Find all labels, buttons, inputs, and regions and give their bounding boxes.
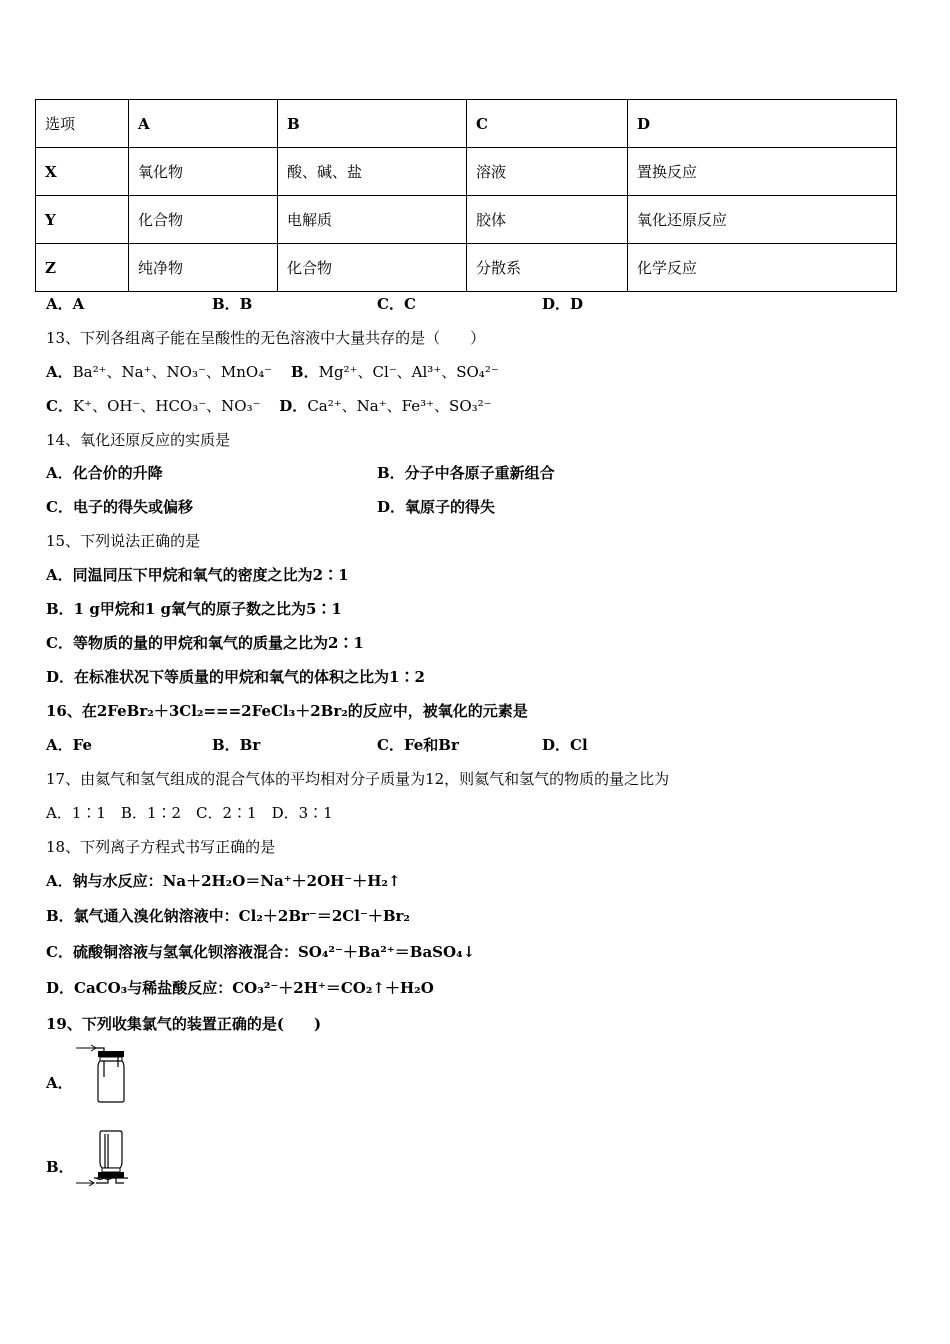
q13-options-ab <box>46 362 499 382</box>
q14-stem: 14、氧化还原反应的实质是 <box>46 431 231 449</box>
q13-b-text: Mg²⁺、Cl⁻、Al³⁺、SO₄²⁻ <box>318 363 499 381</box>
table-cell: 置换反应 <box>628 148 897 196</box>
bottle-apparatus-a-icon <box>74 1043 130 1105</box>
q14-option-d: D．氧原子的得失 <box>377 498 496 516</box>
table-cell: 选项 <box>36 100 129 148</box>
q15-option-b: B．1 g甲烷和1 g氧气的原子数之比为5∶1 <box>46 600 342 618</box>
q18-option-c: C．硫酸铜溶液与氢氧化钡溶液混合：SO₄²⁻＋Ba²⁺＝BaSO₄↓ <box>46 943 476 961</box>
q12-option-b: B．B <box>212 295 253 313</box>
q15-stem: 15、下列说法正确的是 <box>46 532 201 550</box>
q15-option-a: A．同温同压下甲烷和氧气的密度之比为2∶1 <box>46 566 349 584</box>
q17-stem: 17、由氦气和氢气组成的混合气体的平均相对分子质量为12，则氦气和氢气的物质的量之比为 <box>46 770 670 788</box>
options-table <box>35 99 897 292</box>
q14-option-b: B．分子中各原子重新组合 <box>377 464 555 482</box>
table-cell: D <box>628 100 897 148</box>
q13-d-label: D． <box>279 397 308 415</box>
table-cell: 氧化还原反应 <box>628 196 897 244</box>
q19-stem: 19、下列收集氯气的装置正确的是( ) <box>46 1015 322 1033</box>
table-cell: X <box>36 148 129 196</box>
q13-c-label: C． <box>46 397 73 415</box>
table-cell: Y <box>36 196 129 244</box>
q14-option-c: C．电子的得失或偏移 <box>46 498 193 516</box>
q14-option-a: A．化合价的升降 <box>46 464 163 482</box>
table-cell: C <box>467 100 628 148</box>
table-cell: A <box>129 100 278 148</box>
q18-option-b: B．氯气通入溴化钠溶液中：Cl₂＋2Br⁻＝2Cl⁻＋Br₂ <box>46 907 410 925</box>
q18-stem: 18、下列离子方程式书写正确的是 <box>46 838 276 856</box>
table-cell: 纯净物 <box>129 244 278 292</box>
table-cell: 分散系 <box>467 244 628 292</box>
table-cell: B <box>278 100 467 148</box>
table-cell: Z <box>36 244 129 292</box>
q16-stem: 16、在2FeBr₂＋3Cl₂===2FeCl₃＋2Br₂的反应中，被氧化的元素是 <box>46 702 528 720</box>
q13-stem: 13、下列各组离子能在呈酸性的无色溶液中大量共存的是（ ） <box>46 329 486 347</box>
q15-option-c: C．等物质的量的甲烷和氧气的质量之比为2∶1 <box>46 634 364 652</box>
q13-a-text: Ba²⁺、Na⁺、NO₃⁻、MnO₄⁻ <box>72 363 273 381</box>
table-cell: 化学反应 <box>628 244 897 292</box>
table-cell: 酸、碱、盐 <box>278 148 467 196</box>
q15-option-d: D．在标准状况下等质量的甲烷和氧气的体积之比为1∶2 <box>46 668 425 686</box>
q16-option-b: B．Br <box>212 736 261 754</box>
q12-option-c: C．C <box>377 295 416 313</box>
q19-option-b-label: B． <box>46 1158 74 1176</box>
table-cell: 胶体 <box>467 196 628 244</box>
q16-option-d: D．Cl <box>542 736 588 754</box>
q19-option-a-label: A． <box>46 1074 73 1092</box>
table-cell: 化合物 <box>129 196 278 244</box>
q18-option-d: D．CaCO₃与稀盐酸反应：CO₃²⁻＋2H⁺＝CO₂↑＋H₂O <box>46 979 434 997</box>
table-cell: 氧化物 <box>129 148 278 196</box>
q17-options: A．1∶1 B．1∶2 C．2∶1 D．3∶1 <box>46 804 333 822</box>
q16-option-c: C．Fe和Br <box>377 736 459 754</box>
table-header-row <box>36 100 897 148</box>
q12-option-a: A．A <box>46 295 85 313</box>
q16-option-a: A．Fe <box>46 736 93 754</box>
table-row <box>36 148 897 196</box>
bottle-apparatus-b-icon <box>74 1128 130 1190</box>
q13-d-text: Ca²⁺、Na⁺、Fe³⁺、SO₃²⁻ <box>307 397 492 415</box>
table-cell: 化合物 <box>278 244 467 292</box>
q18-option-a: A．钠与水反应：Na＋2H₂O＝Na⁺＋2OH⁻＋H₂↑ <box>46 872 401 890</box>
table-row <box>36 244 897 292</box>
q13-options-cd <box>46 396 492 416</box>
q13-a-label: A． <box>46 363 73 381</box>
q12-option-d: D．D <box>542 295 584 313</box>
table-cell: 电解质 <box>278 196 467 244</box>
table-cell: 溶液 <box>467 148 628 196</box>
q13-b-label: B． <box>290 363 319 381</box>
table-row <box>36 196 897 244</box>
q13-c-text: K⁺、OH⁻、HCO₃⁻、NO₃⁻ <box>72 397 261 415</box>
